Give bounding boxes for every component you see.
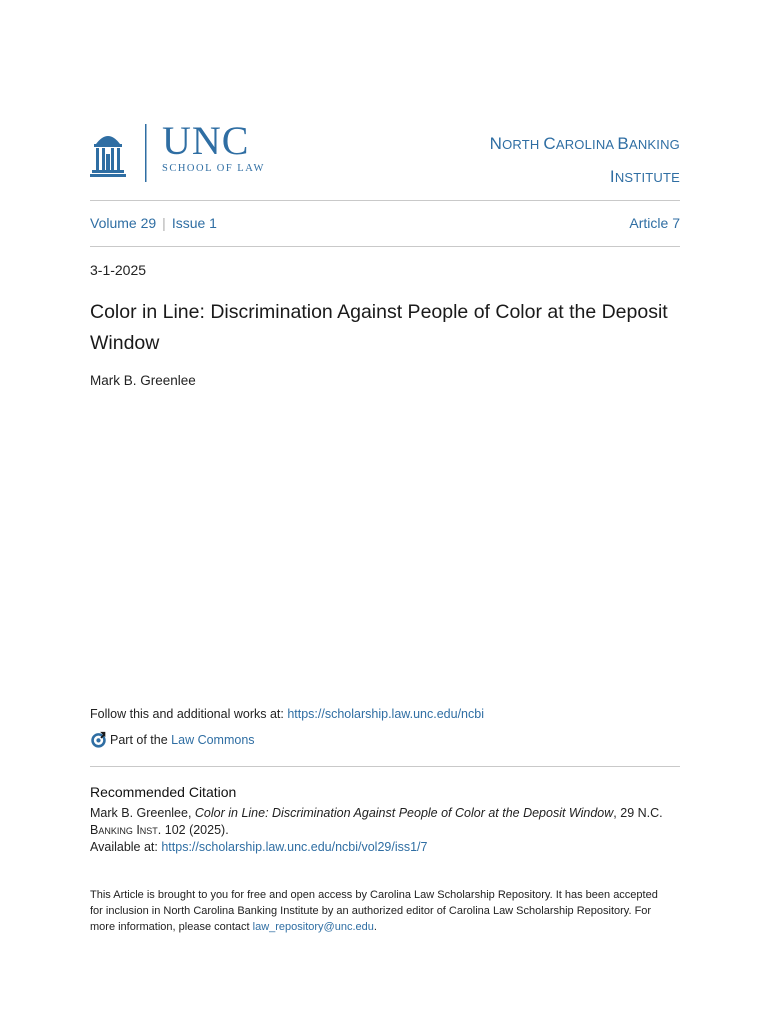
divider-citation [90,766,680,767]
old-well-icon [90,124,150,184]
journal-letter: I [609,167,615,186]
divider-issue [90,246,680,247]
law-commons-link[interactable]: Law Commons [171,732,255,747]
logo-subtitle: SCHOOL OF LAW [162,163,265,174]
citation-url-link[interactable]: https://scholarship.law.unc.edu/ncbi/vol29/iss1/7 [161,840,428,854]
notice-text: This Article is brought to you for free and open access by Carolina Law Scholarship Repository. It has been accepted for inclusion in North Carolina Banking Institute by an authorized editor of Carolina Law Scholarship Repository. For more information, please contact [90,889,658,933]
recommended-citation-heading: Recommended Citation [90,784,237,800]
publication-date: 3-1-2025 [90,262,147,278]
follow-url-link[interactable]: https://scholarship.law.unc.edu/ncbi [287,707,484,721]
logo-wordmark: UNC [162,118,250,163]
follow-line [90,707,484,721]
contact-email-link[interactable]: law_repository@unc.edu [252,921,374,933]
open-access-notice [90,887,660,935]
citation-page: 102 (2025). [161,823,229,837]
journal-name-line1 [490,128,680,161]
journal-name-line2 [490,161,680,194]
journal-word: NSTITUTE [614,170,680,185]
article-title[interactable]: Color in Line: Discrimination Against People of Color at the Deposit Window [90,301,668,354]
article-author: Mark B. Greenlee [90,373,196,388]
logo-text [162,118,265,174]
citation-author: Mark B. Greenlee, [90,806,195,820]
separator: | [162,215,166,231]
volume-link[interactable]: Volume 29 [90,215,157,231]
article-link[interactable]: Article 7 [629,215,680,231]
journal-word: ORTH [502,137,544,152]
issue-row [90,215,680,235]
citation-available-prefix: Available at: [90,840,162,854]
follow-prefix: Follow this and additional works at: [90,707,288,721]
journal-name[interactable] [490,128,680,194]
divider-top [90,200,680,201]
part-of-prefix: Part of the [110,732,168,747]
citation-journal: Banking Inst. [90,823,162,837]
notice-end: . [373,921,377,933]
part-of-line [90,731,255,748]
issue-link[interactable]: Issue 1 [171,215,217,231]
journal-word: ANKING [628,137,680,152]
journal-letter: N [489,134,503,153]
journal-word: AROLINA [555,137,618,152]
citation-title: Color in Line: Discrimination Against People of Color at the Deposit Window [194,806,614,820]
citation-volume: , 29 N.C. [613,806,663,820]
bepress-commons-icon [90,731,107,748]
journal-letter: B [617,134,629,153]
recommended-citation [90,805,680,856]
journal-letter: C [543,134,556,153]
